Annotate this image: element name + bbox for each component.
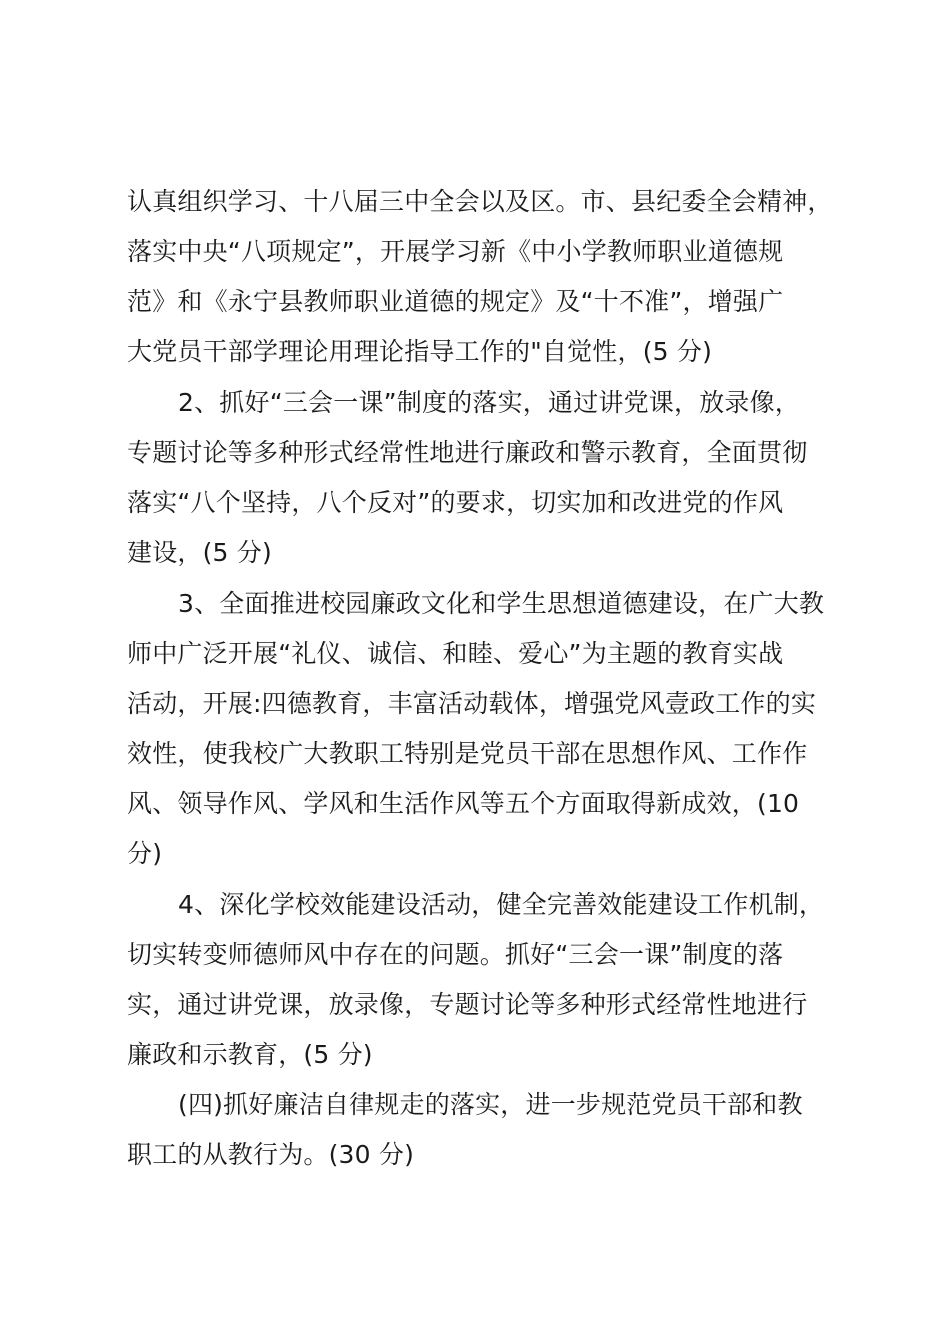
text-line: 风、领导作风、学风和生活作风等五个方面取得新成效，(10 — [127, 789, 800, 818]
text-line: 师中广泛开展“礼仪、诚信、和睦、爱心”为主题的教育实战 — [127, 639, 784, 668]
text-line: 专题讨论等多种形式经常性地进行廉政和警示教育，全面贯彻 — [127, 438, 808, 467]
text-line: 大党员干部学理论用理论指导工作的"自觉性，(5 分) — [127, 337, 713, 366]
text-line: 落实中央“八项规定”，开展学习新《中小学教师职业道德规 — [127, 237, 784, 266]
text-line: 切实转变师德师风中存在的问题。抓好“三会一课”制度的落 — [127, 940, 784, 969]
paragraph-4-first-line: 4、深化学校效能建设活动，健全完善效能建设工作机制， — [178, 890, 825, 919]
text-line: 认真组织学习、十八届三中全会以及区。市、县纪委全会精神， — [127, 187, 833, 216]
text-line: 廉政和示教育，(5 分) — [127, 1040, 373, 1069]
text-line: 实，通过讲党课，放录像，专题讨论等多种形式经常性地进行 — [127, 990, 808, 1019]
section-four-heading: (四)抓好廉洁自律规走的落实，进一步规范党员干部和教 — [178, 1090, 803, 1119]
text-line: 范》和《永宁县教师职业道德的规定》及“十不准”，增强广 — [127, 287, 784, 316]
text-line: 效性，使我校广大教职工特别是党员干部在思想作风、工作作 — [127, 739, 808, 768]
paragraph-2-first-line: 2、抓好“三会一课”制度的落实，通过讲党课，放录像， — [178, 388, 801, 417]
text-line: 建设，(5 分) — [127, 538, 272, 567]
text-line: 活动，开展:四德教育，丰富活动载体，增强党风壹政工作的实 — [127, 689, 817, 718]
text-line: 分) — [127, 839, 163, 868]
paragraph-3-first-line: 3、全面推进校园廉政文化和学生思想道德建设，在广大教 — [178, 589, 825, 618]
text-line: 职工的从教行为。(30 分) — [127, 1140, 415, 1169]
text-line: 落实“八个坚持，八个反对”的要求，切实加和改进党的作风 — [127, 488, 784, 517]
